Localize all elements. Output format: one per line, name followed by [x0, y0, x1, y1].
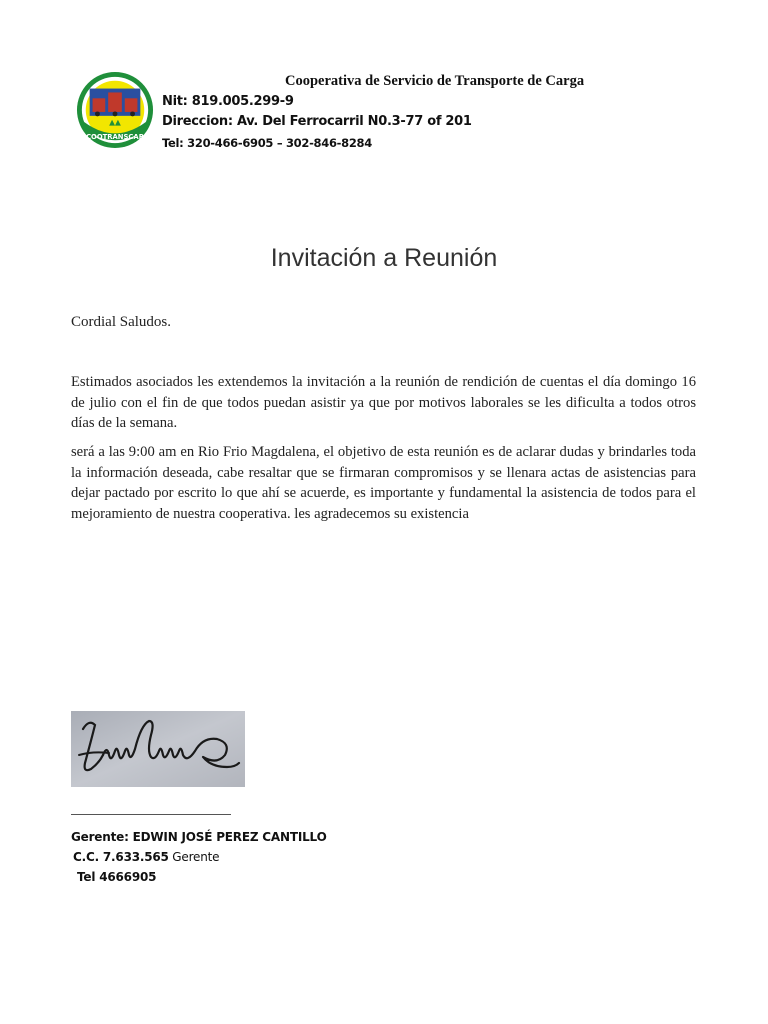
paragraph-invitation: Estimados asociados les extendemos la invitación a la reunión de rendición de cuentas el día domingo 16 de julio con el fin de que todos puedan asistir ya que por motivos laborales se les dificulta a todos otros días de la semana. — [71, 374, 696, 431]
document-title: Invitación a Reunión — [270, 244, 498, 272]
greeting: Cordial Saludos. — [71, 314, 171, 330]
header-address: Direccion: Av. Del Ferrocarril N0.3-77 of 201 — [162, 114, 472, 129]
signatory-name: Gerente: EDWIN JOSÉ PEREZ CANTILLO — [71, 830, 327, 844]
logo-lettering: COOTRANSCAR — [86, 133, 144, 142]
cooperative-logo — [76, 71, 154, 149]
handwritten-signature — [71, 711, 245, 787]
header-phone: Tel: 320-466-6905 – 302-846-8284 — [162, 136, 372, 150]
signatory-phone: Tel 4666905 — [77, 870, 157, 884]
header-title: Cooperativa de Servicio de Transporte de Carga — [285, 73, 585, 89]
paragraph-details: será a las 9:00 am en Rio Frio Magdalena, el objetivo de esta reunión es de aclarar dudas y brindarles toda la información deseada, cabe resaltar que se firmaran compromisos y se llenara actas de asistencias para dejar pactado por escrito lo que ahí se acuerde, es importante y fundamental la asistencia de todos para el mejoramiento de nuestra cooperativa. les agradecemos su existencia — [71, 444, 696, 522]
header-nit: Nit: 819.005.299-9 — [162, 94, 294, 109]
signature-line — [71, 814, 231, 815]
signatory-id: C.C. 7.633.565 Gerente — [73, 850, 220, 864]
